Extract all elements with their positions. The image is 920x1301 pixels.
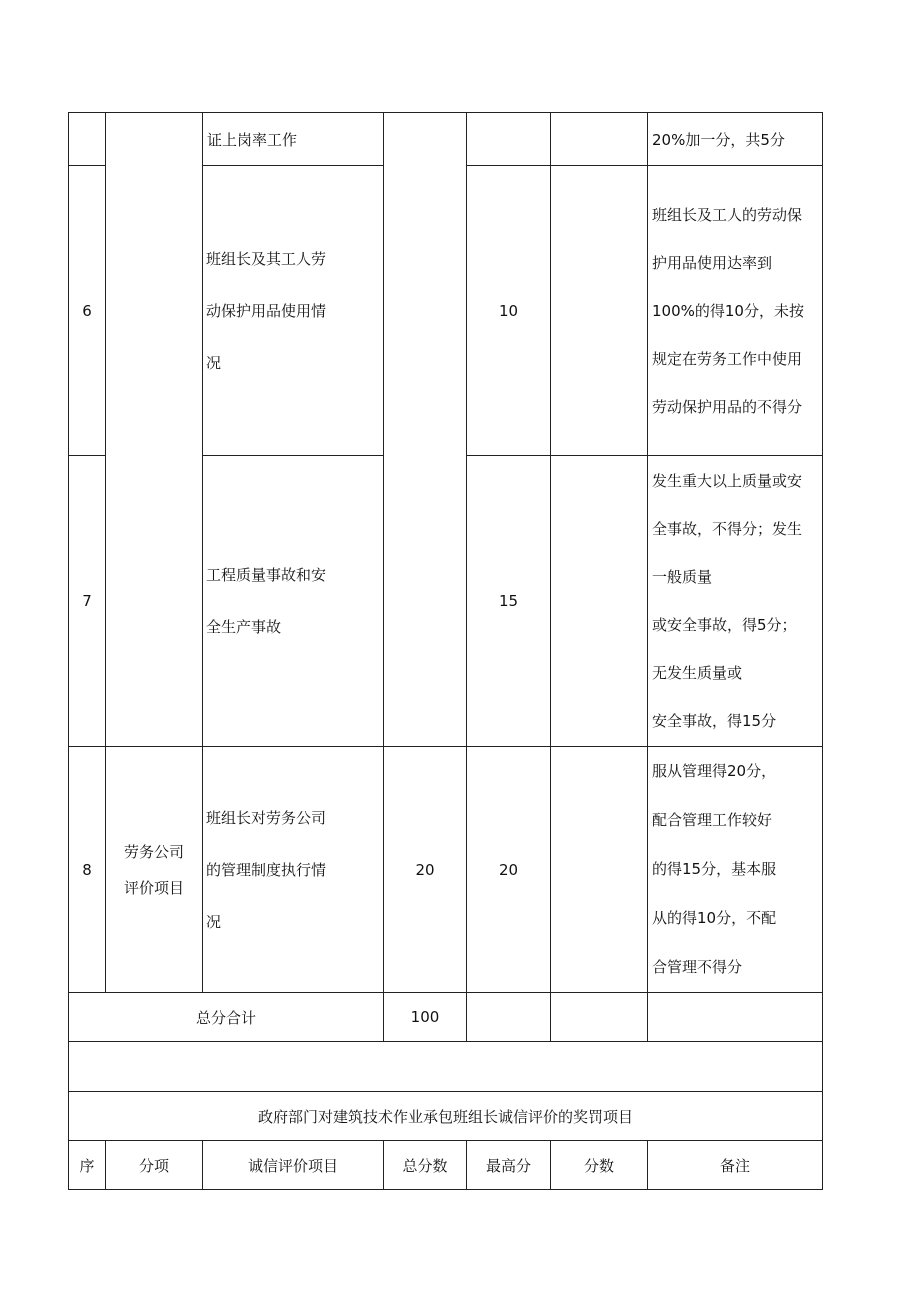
- score-cell: [551, 747, 648, 993]
- item-cell: 班组长对劳务公司 的管理制度执行情 况: [203, 747, 384, 993]
- table-row: [69, 747, 823, 993]
- blank-row: [69, 1042, 823, 1092]
- sum-score: [551, 993, 648, 1042]
- header-seq: 序: [69, 1141, 106, 1190]
- category-cell: [106, 113, 203, 747]
- table-row: [69, 113, 823, 166]
- item-cell: 班组长及其工人劳 动保护用品使用情 况: [203, 166, 384, 456]
- header-note: 备注: [648, 1141, 823, 1190]
- seq-cell: 8: [69, 747, 106, 993]
- header-item: 诚信评价项目: [203, 1141, 384, 1190]
- total-cell: [384, 113, 467, 747]
- sum-total: 100: [384, 993, 467, 1042]
- sum-label: 总分合计: [69, 993, 384, 1042]
- item-cell: 证上岗率工作: [203, 113, 384, 166]
- max-cell: 15: [467, 456, 551, 747]
- seq-cell: 7: [69, 456, 106, 747]
- seq-cell: [69, 113, 106, 166]
- max-cell: [467, 113, 551, 166]
- blank-cell: [69, 1042, 823, 1092]
- note-cell: 20%加一分，共5分: [648, 113, 823, 166]
- header-category: 分项: [106, 1141, 203, 1190]
- header-row: [69, 1141, 823, 1190]
- note-cell: 发生重大以上质量或安 全事故，不得分；发生 一般质量 或安全事故，得5分； 无发生质量或 安全事故，得15分: [648, 456, 823, 747]
- note-cell: 服从管理得20分， 配合管理工作较好 的得15分，基本服 从的得10分，不配 合管理不得分: [648, 747, 823, 993]
- category-cell: 劳务公司 评价项目: [106, 747, 203, 993]
- section-title: 政府部门对建筑技术作业承包班组长诚信评价的奖罚项目: [69, 1092, 823, 1141]
- section-title-row: [69, 1092, 823, 1141]
- header-max: 最高分: [467, 1141, 551, 1190]
- score-cell: [551, 113, 648, 166]
- seq-cell: 6: [69, 166, 106, 456]
- evaluation-table: [68, 112, 823, 1190]
- note-cell: 班组长及工人的劳动保 护用品使用达率到 100%的得10分，未按 规定在劳务工作中使用 劳动保护用品的不得分: [648, 166, 823, 456]
- item-cell: 工程质量事故和安 全生产事故: [203, 456, 384, 747]
- max-cell: 10: [467, 166, 551, 456]
- score-cell: [551, 456, 648, 747]
- total-cell: 20: [384, 747, 467, 993]
- sum-note: [648, 993, 823, 1042]
- max-cell: 20: [467, 747, 551, 993]
- sum-max: [467, 993, 551, 1042]
- score-cell: [551, 166, 648, 456]
- header-total: 总分数: [384, 1141, 467, 1190]
- sum-row: [69, 993, 823, 1042]
- header-score: 分数: [551, 1141, 648, 1190]
